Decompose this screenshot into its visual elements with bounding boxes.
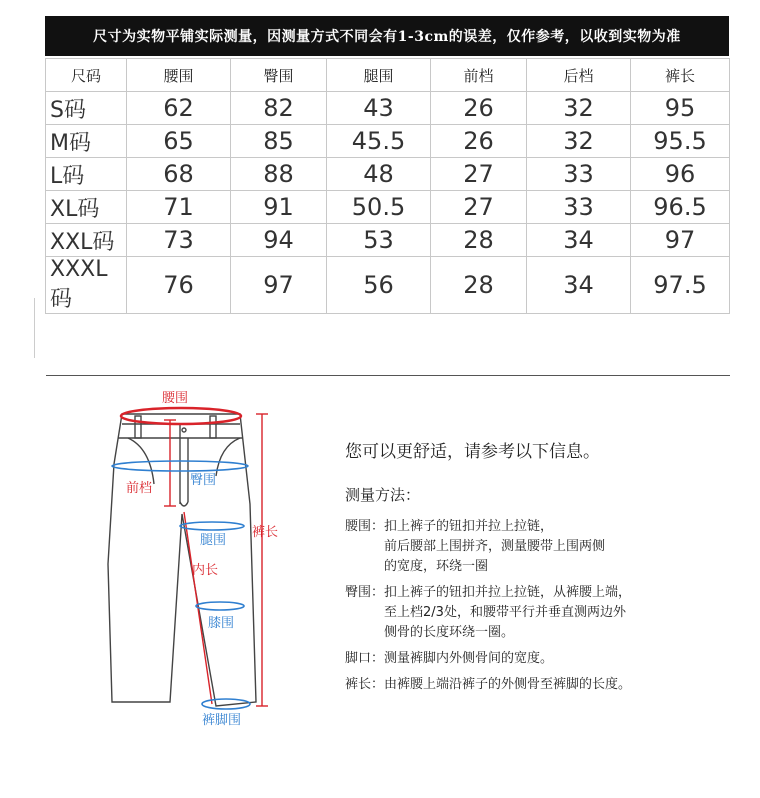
table-row <box>46 191 730 224</box>
table-row <box>46 224 730 257</box>
label-hip: 臀围 <box>190 473 217 488</box>
value-cell: 95 <box>631 92 730 125</box>
value-cell: 62 <box>127 92 231 125</box>
value-cell: 71 <box>127 191 231 224</box>
size-cell: L码 <box>46 158 127 191</box>
label-front-rise: 前档 <box>126 481 153 496</box>
value-cell: 28 <box>431 224 527 257</box>
method-item-hem <box>345 649 745 669</box>
value-cell: 88 <box>231 158 327 191</box>
knee-ellipse <box>196 602 244 610</box>
value-cell: 33 <box>527 191 631 224</box>
value-cell: 32 <box>527 92 631 125</box>
thigh-ellipse <box>180 522 244 530</box>
label-waist: 腰围 <box>162 391 189 406</box>
label-thigh: 腿围 <box>200 533 227 548</box>
value-cell: 65 <box>127 125 231 158</box>
value-cell: 34 <box>527 224 631 257</box>
pants-outline <box>108 414 256 706</box>
size-cell: XL码 <box>46 191 127 224</box>
value-cell: 53 <box>327 224 431 257</box>
method-line: 测量裤脚内外侧骨间的宽度。 <box>384 651 554 666</box>
method-key: 脚口： <box>345 651 385 666</box>
method-line: 扣上裤子的钮扣并拉上拉链， <box>384 519 554 534</box>
value-cell: 28 <box>431 257 527 314</box>
value-cell: 50.5 <box>327 191 431 224</box>
method-key: 臀围： <box>345 585 385 600</box>
size-cell: XXL码 <box>46 224 127 257</box>
value-cell: 96.5 <box>631 191 730 224</box>
value-cell: 45.5 <box>327 125 431 158</box>
info-headline: 您可以更舒适，请参考以下信息。 <box>345 442 600 462</box>
header-front-rise: 前档 <box>431 59 527 92</box>
notice-banner: 尺寸为实物平铺实际测量，因测量方式不同会有1-3cm的误差，仅作参考，以收到实物为准 <box>45 16 729 56</box>
value-cell: 26 <box>431 125 527 158</box>
measurement-info <box>345 437 745 701</box>
value-cell: 85 <box>231 125 327 158</box>
method-item-hip <box>345 583 745 643</box>
value-cell: 33 <box>527 158 631 191</box>
value-cell: 43 <box>327 92 431 125</box>
header-waist: 腰围 <box>127 59 231 92</box>
method-item-length <box>345 675 745 695</box>
value-cell: 34 <box>527 257 631 314</box>
value-cell: 82 <box>231 92 327 125</box>
table-header-row <box>46 59 730 92</box>
label-inseam: 内长 <box>192 563 219 578</box>
value-cell: 95.5 <box>631 125 730 158</box>
section-divider <box>46 375 730 376</box>
value-cell: 97 <box>231 257 327 314</box>
table-row <box>46 92 730 125</box>
value-cell: 56 <box>327 257 431 314</box>
value-cell: 76 <box>127 257 231 314</box>
value-cell: 27 <box>431 191 527 224</box>
value-cell: 27 <box>431 158 527 191</box>
method-line: 侧骨的长度环绕一圈。 <box>384 625 515 640</box>
value-cell: 91 <box>231 191 327 224</box>
pants-measurement-diagram <box>90 384 300 734</box>
method-line: 至上档2/3处，和腰带平行并垂直测两边外 <box>384 605 626 620</box>
table-row <box>46 125 730 158</box>
size-cell: S码 <box>46 92 127 125</box>
value-cell: 96 <box>631 158 730 191</box>
header-length: 裤长 <box>631 59 730 92</box>
side-rule <box>34 298 35 358</box>
value-cell: 94 <box>231 224 327 257</box>
method-item-waist <box>345 517 745 577</box>
label-length: 裤长 <box>252 525 279 540</box>
method-key: 裤长： <box>345 677 385 692</box>
header-back-rise: 后档 <box>527 59 631 92</box>
method-line: 扣上裤子的钮扣并拉上拉链，从裤腰上端， <box>384 585 632 600</box>
length-line <box>256 414 268 706</box>
size-table <box>45 58 730 314</box>
value-cell: 97.5 <box>631 257 730 314</box>
value-cell: 32 <box>527 125 631 158</box>
header-size: 尺码 <box>46 59 127 92</box>
method-line: 的宽度，环绕一圈 <box>384 559 489 574</box>
label-hem: 裤脚围 <box>202 713 242 728</box>
value-cell: 26 <box>431 92 527 125</box>
method-title: 测量方法： <box>345 486 421 504</box>
value-cell: 68 <box>127 158 231 191</box>
header-thigh: 腿围 <box>327 59 431 92</box>
value-cell: 48 <box>327 158 431 191</box>
front-rise-line <box>164 420 176 506</box>
method-line: 由裤腰上端沿裤子的外侧骨至裤脚的长度。 <box>384 677 632 692</box>
method-line: 前后腰部上围拼齐，测量腰带上围两侧 <box>384 539 606 554</box>
size-cell: XXXL码 <box>46 257 127 314</box>
label-knee: 膝围 <box>208 616 235 631</box>
value-cell: 73 <box>127 224 231 257</box>
size-cell: M码 <box>46 125 127 158</box>
table-row <box>46 158 730 191</box>
value-cell: 97 <box>631 224 730 257</box>
method-key: 腰围： <box>345 519 385 534</box>
header-hip: 臀围 <box>231 59 327 92</box>
table-row <box>46 257 730 314</box>
